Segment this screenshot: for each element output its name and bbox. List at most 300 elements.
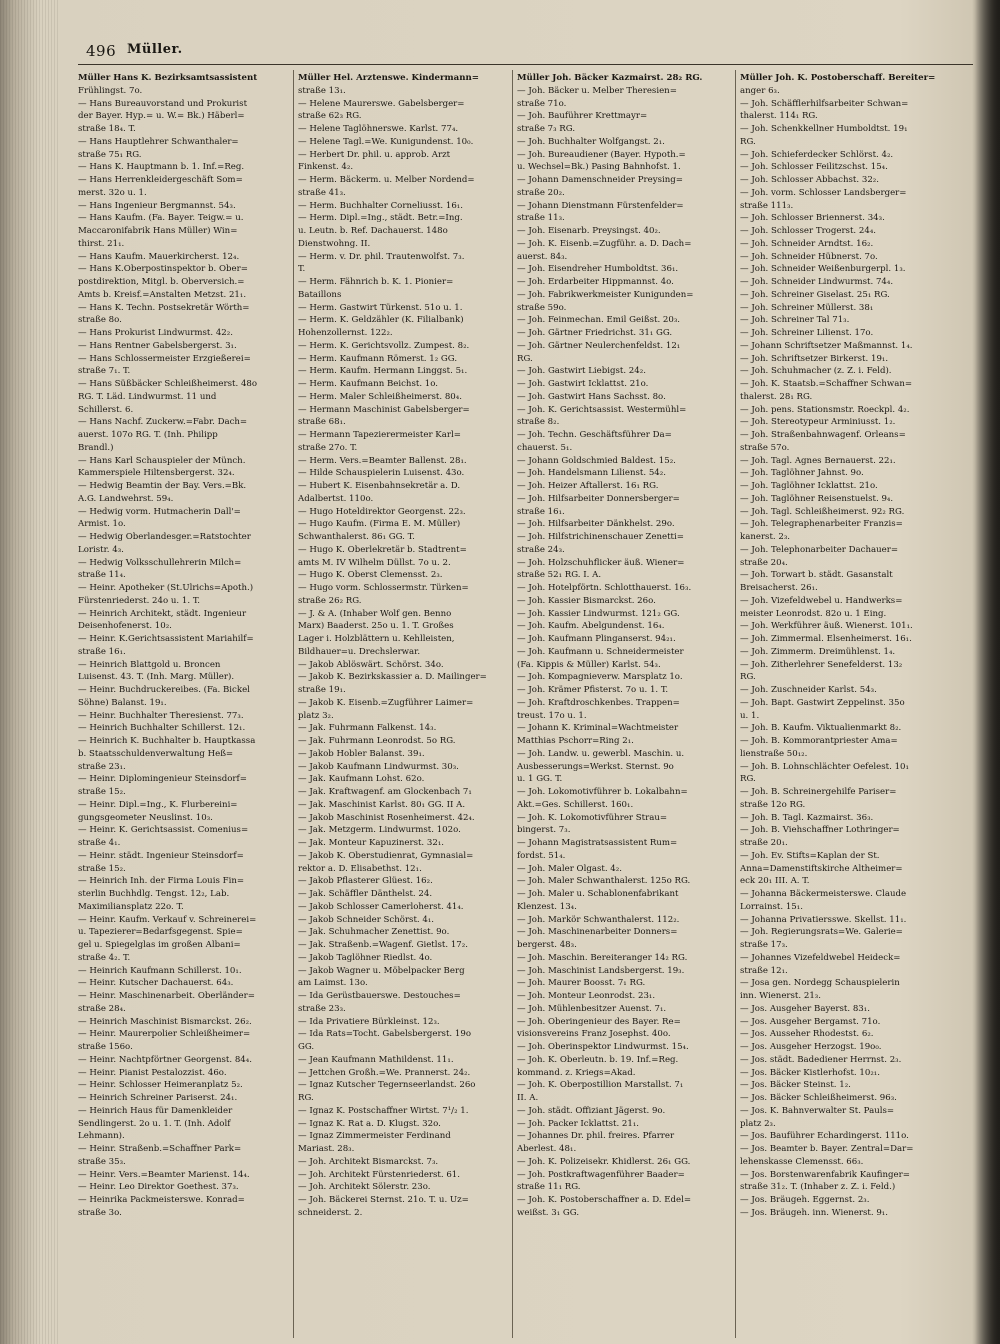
directory-entry-line: — Joh. Landw. u. gewerbl. Maschin. u.	[517, 748, 685, 759]
directory-entry-line: — Joh. Schreiner Müllerst. 38₁	[740, 302, 874, 313]
directory-entry-line: — Ida Gerüstbauerswe. Destouches=	[298, 991, 461, 1001]
directory-entry-line: straße 11₄.	[78, 570, 126, 581]
directory-entry-line: — Hans Schlossermeister Erzgießerei=	[78, 353, 251, 364]
directory-entry-line: — Joh. Bauführer Krettmayr=	[517, 111, 648, 122]
directory-entry-line: straße 16₁.	[78, 646, 126, 657]
directory-entry-line: — Joh. B. Kommorantpriester Ama=	[740, 736, 898, 746]
directory-entry-line: — Hans Karl Schauspieler der Münch.	[78, 455, 246, 466]
directory-entry-line: — Joh. K. Polizeisekr. Khidlerst. 26₁ GG.	[517, 1156, 691, 1167]
directory-entry-line: — Jakob Wagner u. Möbelpacker Berg	[298, 965, 465, 976]
directory-column-1	[78, 72, 290, 1338]
directory-entry-line: — Joh. B. Lohnschlächter Oefelest. 10₁	[740, 761, 909, 772]
directory-entry-line: straße 7₃ RG.	[517, 124, 576, 134]
directory-entry-line: — Joh. Architekt Bismarckst. 7₃.	[298, 1156, 439, 1167]
directory-entry-line: — Heinr. K. Gerichtsassist. Comenius=	[78, 825, 249, 836]
directory-entry-line: — Herm. Gastwirt Türkenst. 51o u. 1.	[298, 302, 463, 313]
directory-entry-line: — Hubert K. Eisenbahnsekretär a. D.	[298, 481, 461, 491]
directory-entry-line: — Joh. Maschin. Bereiteranger 14₂ RG.	[517, 952, 688, 963]
directory-entry-line: — Joh. K. Eisenb.=Zugführ. a. D. Dach=	[517, 238, 692, 249]
directory-entry-line: — Johann Goldschmied Baldest. 15₂.	[517, 455, 676, 466]
directory-entry-line: — Joh. K. Lokomotivführer Strau=	[517, 812, 668, 823]
directory-entry-line: — Jak. Maschinist Karlst. 80₁ GG. II A.	[298, 799, 466, 810]
directory-entry-line: — Joh. K. Oberleutn. b. 19. Inf.=Reg.	[517, 1054, 679, 1065]
directory-entry-line: — Jakob K. Bezirkskassier a. D. Mailinger=	[298, 672, 487, 683]
directory-entry-line: — Hans Kaufm. Mauerkircherst. 12₄.	[78, 251, 240, 262]
directory-entry-line: inn. Wienerst. 21₃.	[740, 991, 821, 1001]
directory-entry-line: — Hans Süßbäcker Schleißheimerst. 48o	[78, 379, 258, 389]
directory-entry-line: — Hans Bureauvorstand und Prokurist	[78, 98, 248, 109]
directory-entry-line: — Jos. Bäcker Kistlerhofst. 10₂₁.	[740, 1067, 880, 1078]
column-divider	[735, 70, 736, 1338]
directory-entry-line: — Hans Ingenieur Bergmannst. 54₃.	[78, 200, 236, 211]
directory-entry-line: — Joh. Regierungsrats=We. Galerie=	[740, 927, 903, 938]
directory-entry-line: — Jos. Bräugeh. inn. Wienerst. 9₁.	[740, 1207, 888, 1218]
directory-entry-line: — Joh. Lokomotivführer b. Lokalbahn=	[517, 787, 688, 797]
directory-entry-line: — Heinrika Packmeisterswe. Konrad=	[78, 1195, 245, 1205]
directory-entry-line: — Joh. Bäcker u. Melber Theresien=	[517, 85, 677, 96]
directory-entry-line: — Jos. Ausseher Rhodestst. 6₂.	[740, 1029, 874, 1040]
directory-entry-line: u. 1 GG. T.	[517, 774, 563, 785]
directory-entry-line: Ausbesserungs=Werkst. Sternst. 9o	[517, 761, 674, 772]
directory-entry-line: — Heinrich K. Buchhalter b. Hauptkassa	[78, 736, 256, 746]
directory-entry-line: — Heinr. Maschinenarbeit. Oberländer=	[78, 991, 255, 1001]
directory-entry-line: — Heinr. Dipl.=Ing., K. Flurbereini=	[78, 799, 238, 810]
directory-entry-line: — Heinr. städt. Ingenieur Steinsdorf=	[78, 850, 244, 861]
directory-entry-line: — Heinr. Leo Direktor Goethest. 37₃.	[78, 1182, 239, 1193]
directory-entry-line: — Hans K. Hauptmann b. 1. Inf.=Reg.	[78, 162, 245, 173]
directory-entry-line: — Joh. Taglöhner Jahnst. 9o.	[740, 468, 864, 479]
directory-entry-line: — Hugo Kaufm. (Firma E. M. Müller)	[298, 519, 461, 530]
directory-entry-line: — Ignaz K. Postschaffner Wirtst. 7¹/₂ 1.	[298, 1105, 469, 1116]
header-rule	[78, 64, 973, 65]
directory-entry-line: Klenzest. 13₄.	[517, 901, 577, 912]
directory-entry-line: — Joh. Zimmerm. Dreimühlenst. 1₄.	[740, 646, 896, 657]
directory-entry-line: — Herm. Vers.=Beamter Ballenst. 28₁.	[298, 455, 467, 466]
directory-entry-line: Mariast. 28₃.	[298, 1144, 355, 1154]
directory-entry-line: A.G. Landwehrst. 59₄.	[78, 493, 174, 504]
directory-entry-line: Deisenhofenerst. 10₂.	[78, 621, 172, 632]
directory-entry-line: — Joh. Hilfsarbeiter Donnersberger=	[517, 493, 680, 504]
directory-entry-line: b. Staatsschuldenverwaltung Heß=	[78, 748, 234, 759]
directory-entry-line: — Heinr. Vers.=Beamter Marienst. 14₄.	[78, 1169, 250, 1180]
directory-entry-line: straße 35₃.	[78, 1156, 126, 1167]
directory-entry-line: straße 8o.	[78, 315, 122, 326]
directory-entry-line: straße 59o.	[517, 302, 567, 313]
directory-entry-line: — Hedwig Beamtin der Bay. Vers.=Bk.	[78, 481, 247, 491]
directory-entry-line: — Joh. K. Postoberschaffner a. D. Edel=	[517, 1195, 692, 1205]
directory-entry-line: — Johanna Bäckermeisterswe. Claude	[740, 889, 907, 899]
directory-entry-line: — Jak. Schäffler Dänthelst. 24.	[298, 889, 433, 899]
directory-entry-line: Akt.=Ges. Schillerst. 160₁.	[517, 799, 634, 810]
page-edge-stack	[0, 0, 60, 1344]
directory-entry-line: gungsgeometer Neuslinst. 10₃.	[78, 812, 213, 823]
directory-entry-line: Loristr. 4₃.	[78, 544, 124, 555]
directory-entry-line: — Hans K. Techn. Postsekretär Wörth=	[78, 302, 250, 313]
directory-entry-line: — Jos. Ausgeher Bergamst. 71o.	[740, 1016, 881, 1027]
directory-entry-line: — Jak. Schuhmacher Zenettist. 9o.	[298, 927, 450, 938]
directory-entry-line: straße 16₁.	[517, 506, 565, 517]
directory-entry-line: straße 17₃.	[740, 940, 788, 950]
directory-entry-line: — Joh. Maurer Boosst. 7₁ RG.	[517, 978, 646, 989]
directory-entry-line: — Herm. Maler Schleißheimerst. 80₄.	[298, 391, 462, 402]
directory-entry-line: — Jos. Bäcker Schleißheimerst. 96₃.	[740, 1093, 897, 1103]
directory-entry-line: Lager i. Holzblättern u. Kehlleisten,	[298, 634, 455, 644]
directory-entry-line: — Joh. Maschinenarbeiter Donners=	[517, 927, 678, 938]
directory-entry-line: auerst. 84₃.	[517, 251, 568, 262]
directory-entry-line: kanerst. 2₃.	[740, 532, 791, 542]
directory-entry-line: — Joh. Techn. Geschäftsführer Da=	[517, 430, 672, 440]
directory-entry-line: chauerst. 5₁.	[517, 442, 573, 453]
directory-entry-line: — Joh. Schieferdecker Schlörst. 4₂.	[740, 149, 894, 160]
directory-entry-line: — Herm. Bäckerm. u. Melber Nordend=	[298, 175, 475, 185]
directory-entry-line: Maximiliansplatz 22o. T.	[78, 901, 184, 912]
directory-entry-line: — Joh. Kaufmann Plinganserst. 94₂₁.	[517, 634, 676, 644]
directory-entry-line: — Jak. Kaufmann Lohst. 62o.	[298, 774, 425, 785]
directory-entry-line: straße 20₁.	[740, 838, 788, 848]
directory-entry-line: der Bayer. Hyp.= u. W.= Bk.) Häberl=	[78, 111, 245, 122]
directory-entry-line: — Heinrich Architekt, städt. Ingenieur	[78, 608, 247, 619]
directory-entry-line: — Helene Maurerswe. Gabelsberger=	[298, 98, 465, 109]
directory-entry-line: — Joh. Schenkkellner Humboldtst. 19₁	[740, 124, 908, 134]
directory-entry-line: — Joh. Maler Olgast. 4₂.	[517, 863, 622, 874]
directory-entry-line: — Jak. Monteur Kapuzinerst. 32₁.	[298, 838, 445, 848]
directory-entry-line: Bildhauer=u. Drechslerwar.	[298, 646, 421, 657]
directory-entry-line: — Joh. Schreiner Giselast. 25₁ RG.	[740, 289, 890, 300]
directory-entry-line: bingerst. 7₃.	[517, 825, 571, 836]
directory-entry-line: straße 57o.	[740, 442, 790, 453]
directory-entry-line: — Herm. Fähnrich b. K. 1. Pionier=	[298, 277, 454, 287]
directory-entry-line: — Hedwig Oberlandesger.=Ratstochter	[78, 532, 251, 542]
directory-entry-line: — Heinr. Apotheker (St.Ulrichs=Apoth.)	[78, 583, 254, 593]
directory-entry-line: amts M. IV Wilhelm Düllst. 7o u. 2.	[298, 557, 451, 568]
directory-entry-line: — Jean Kaufmann Mathildenst. 11₁.	[298, 1054, 454, 1065]
directory-entry-line: straße 4₂. T.	[78, 952, 131, 963]
directory-entry-line: — Joh. Kassier Bismarckst. 26o.	[517, 595, 656, 606]
directory-entry-line: — Joh. Feinmechan. Emil Geißst. 20₃.	[517, 315, 681, 326]
directory-entry-line: — Joh. Schneider Hübnerst. 7o.	[740, 251, 878, 262]
directory-entry-line: — Jakob Kaufmann Lindwurmst. 30₃.	[298, 761, 459, 772]
directory-entry-line: — Joh. K. Staatsb.=Schaffner Schwan=	[740, 379, 913, 389]
directory-entry-line: Brandl.)	[78, 442, 114, 453]
directory-entry-line: — Jos. städt. Badediener Herrnst. 2₃.	[740, 1054, 902, 1065]
directory-entry-line: — Hans Rentner Gabelsbergerst. 3₁.	[78, 340, 237, 351]
directory-entry-line: Kammerspiele Hiltensbergerst. 32₄.	[78, 468, 235, 479]
directory-entry-line: — Joh. Erdarbeiter Hippmannst. 4o.	[517, 277, 674, 287]
directory-entry-line: straße 20₂.	[517, 187, 565, 198]
directory-entry-line: — Heinr. Diplomingenieur Steinsdorf=	[78, 774, 247, 785]
directory-entry-line: — Joh. vorm. Schlosser Landsberger=	[740, 187, 907, 198]
directory-entry-line: — Jakob Schneider Schörst. 4₁.	[298, 914, 435, 925]
directory-entry-line: — Joh. Zimmermal. Elsenheimerst. 16₁.	[740, 634, 912, 644]
directory-entry-line: — Heinr. K.Gerichtsassistent Mariahilf=	[78, 634, 254, 644]
directory-entry-line: — Jos. Borstenwarenfabrik Kaufinger=	[740, 1169, 910, 1180]
directory-entry-line: — Jak. Kraftwagenf. am Glockenbach 7₁	[298, 787, 472, 797]
directory-entry-line: — Joh. B. Viehschaffner Lothringer=	[740, 825, 900, 836]
directory-entry-line: — Helene Tagl.=We. Kunigundenst. 10₀.	[298, 136, 474, 147]
directory-entry-line: RG.	[740, 774, 756, 785]
directory-entry-line: — Hans Hauptlehrer Schwanthaler=	[78, 136, 239, 147]
directory-entry-line: straße 62₃ RG.	[298, 111, 362, 122]
directory-entry-line: — Joh. Schreiner Lilienst. 17o.	[740, 328, 874, 338]
directory-entry-line: — Joh. Architekt Sölerstr. 23o.	[298, 1182, 431, 1193]
directory-entry-line: kommand. z. Kriegs=Akad.	[517, 1067, 636, 1078]
directory-entry-line: — Hedwig Volksschullehrerin Milch=	[78, 557, 242, 568]
directory-entry-line: — Joh. Werkführer äuß. Wienerst. 101₁.	[740, 621, 913, 632]
directory-entry-line: — Joh. K. Oberpostillion Marstallst. 7₁	[517, 1080, 684, 1091]
directory-entry-line: straße 111₃.	[740, 200, 794, 211]
directory-entry-line: — Joh. Zitherlehrer Senefelderst. 13₂	[740, 659, 903, 670]
directory-entry-line: — Johanna Privatiersswe. Skellst. 11₁.	[740, 914, 907, 925]
directory-entry-line: — Jos. Ausgeher Bayerst. 83₁.	[740, 1003, 870, 1014]
directory-entry-line: — Joh. Hotelpförtn. Schlotthauerst. 16₃.	[517, 583, 692, 593]
directory-entry-line: — Jakob Schlosser Camerloherst. 41₄.	[298, 901, 464, 912]
directory-entry-line: — Jakob K. Oberstudienrat, Gymnasial=	[298, 850, 474, 861]
directory-entry-line: Matthias Pschorr=Ring 2₁.	[517, 736, 634, 746]
directory-entry-line: meister Leonrodst. 82o u. 1 Eing.	[740, 608, 887, 619]
directory-entry-line: — Hans Kaufm. (Fa. Bayer. Teigw.= u.	[78, 213, 244, 224]
directory-entry-line: — Joh. Torwart b. städt. Gasanstalt	[740, 570, 893, 581]
page-number: 496	[86, 42, 117, 60]
directory-entry-line: Anna=Damenstiftskirche Altheimer=	[740, 863, 903, 874]
directory-entry-line: — Hans K.Oberpostinspektor b. Ober=	[78, 264, 248, 275]
directory-entry-line: — Joh. Mühlenbesitzer Auenst. 7₁.	[517, 1003, 667, 1014]
directory-entry-line: — Joh. Krämer Pfisterst. 7o u. 1. T.	[517, 685, 669, 695]
directory-entry-line: rektor a. D. Elisabethst. 12₁.	[298, 863, 422, 874]
column-divider	[512, 70, 513, 1338]
directory-entry-line: — Hans Nachf. Zuckerw.=Fabr. Dach=	[78, 417, 248, 428]
directory-entry-line: — Heinr. Buchhalter Theresienst. 77₃.	[78, 710, 244, 721]
directory-entry-line: — Joh. Schriftsetzer Birkerst. 19₁.	[740, 353, 889, 364]
directory-entry-line: gel u. Spiegelglas im großen Albani=	[78, 940, 241, 950]
directory-entry-line: — Ignaz Kutscher Tegernseerlandst. 26o	[298, 1080, 476, 1091]
directory-entry-line: — Johannes Vizefeldwebel Heideck=	[740, 952, 901, 963]
directory-entry-line: — Heinr. Buchdruckereibes. (Fa. Bickel	[78, 685, 250, 695]
directory-entry-line: — Herm. K. Geldzähler (K. Filialbank)	[298, 315, 464, 326]
directory-entry-line: — Johannes Dr. phil. freires. Pfarrer	[517, 1131, 675, 1142]
directory-entry-line: RG. T. Läd. Lindwurmst. 11 und	[78, 391, 217, 402]
directory-entry-line: — Herm. v. Dr. phil. Trautenwolfst. 7₃.	[298, 251, 465, 262]
directory-entry-line: Müller Joh. Bäcker Kazmairst. 28₂ RG.	[517, 73, 703, 83]
directory-entry-line: — Joh. Schlosser Briennerst. 34₃.	[740, 213, 885, 224]
gutter-shadow	[972, 0, 1000, 1344]
directory-entry-line: schneiderst. 2.	[298, 1207, 363, 1218]
directory-entry-line: — Heinrich Kaufmann Schillerst. 10₁.	[78, 965, 242, 976]
directory-entry-line: — Johann Magistratsassistent Rum=	[517, 838, 678, 848]
directory-entry-line: — Jakob Taglöhner Riedlst. 4o.	[298, 952, 433, 963]
directory-entry-line: — Joh. Maler Schwanthalerst. 125o RG.	[517, 876, 691, 887]
directory-entry-line: fordst. 51₄.	[517, 850, 566, 861]
directory-entry-line: — Heinrich Schreiner Pariserst. 24₁.	[78, 1093, 238, 1103]
directory-entry-line: — Joh. Eisendreher Humboldtst. 36₁.	[517, 264, 679, 275]
directory-entry-line: — Joh. Bapt. Gastwirt Zeppelinst. 35o	[740, 697, 905, 708]
directory-entry-line: — Herm. K. Gerichtsvollz. Zumpest. 8₂.	[298, 340, 470, 351]
directory-entry-line: Lorrainst. 15₁.	[740, 901, 803, 912]
directory-entry-line: straße 13₁.	[298, 85, 346, 96]
directory-entry-line: — Joh. Oberinspektor Lindwurmst. 15₄.	[517, 1042, 689, 1052]
directory-entry-line: — Joh. Gärtner Neulerchenfeldst. 12₁	[517, 340, 681, 351]
directory-entry-line: — Hermann Maschinist Gabelsberger=	[298, 404, 470, 415]
directory-entry-line: — Joh. Buchhalter Wolfgangst. 2₁.	[517, 136, 665, 147]
directory-entry-line: am Laimst. 13o.	[298, 978, 368, 989]
directory-entry-line: — J. & A. (Inhaber Wolf gen. Benno	[298, 608, 452, 619]
directory-entry-line: — Johann Dienstmann Fürstenfelder=	[517, 200, 684, 211]
directory-entry-line: — Joh. Monteur Leonrodst. 23₁.	[517, 991, 656, 1001]
directory-entry-line: — Heinr. Straßenb.=Schaffner Park=	[78, 1144, 242, 1154]
directory-entry-line: — Joh. Kraftdroschkenbes. Trappen=	[517, 697, 680, 708]
directory-entry-line: platz 3₂.	[298, 710, 334, 721]
directory-entry-line: straße 4₁.	[78, 838, 121, 848]
directory-entry-line: Armist. 1o.	[78, 519, 126, 530]
directory-entry-line: — Joh. Schneider Arndtst. 16₂.	[740, 238, 874, 249]
directory-entry-line: — Helene Taglöhnerswe. Karlst. 77₄.	[298, 124, 459, 134]
directory-entry-line: — Joh. Schneider Lindwurmst. 74₄.	[740, 277, 894, 287]
directory-entry-line: (Fa. Kippis & Müller) Karlst. 54₃.	[517, 659, 661, 670]
directory-entry-line: postdirektion, Mitgl. b. Oberversich.=	[78, 277, 245, 287]
directory-entry-line: lienstraße 50₁₂.	[740, 748, 808, 759]
directory-entry-line: RG.	[740, 672, 756, 683]
directory-entry-line: Luisenst. 43. T. (Inh. Marg. Müller).	[78, 672, 235, 683]
directory-entry-line: — Hugo Hoteldirektor Georgenst. 22₃.	[298, 506, 466, 517]
directory-entry-line: — Ida Privatiere Bürkleinst. 12₃.	[298, 1016, 440, 1027]
directory-entry-line: — Joh. Heizer Aftallerst. 16₁ RG.	[517, 481, 659, 491]
directory-entry-line: — Joh. Kompagnieverw. Marsplatz 1o.	[517, 672, 683, 683]
directory-entry-line: Frühlingst. 7o.	[78, 85, 143, 96]
directory-entry-line: — Jos. K. Bahnverwalter St. Pauls=	[740, 1105, 895, 1116]
directory-entry-line: — Joh. Zuschneider Karlst. 54₃.	[740, 685, 877, 695]
directory-entry-line: — Jak. Fuhrmann Leonrodst. 5o RG.	[298, 736, 456, 746]
directory-entry-line: straße 23₃.	[298, 1003, 346, 1014]
directory-entry-line: straße 156o.	[78, 1042, 133, 1052]
directory-column-2	[298, 72, 510, 1338]
directory-entry-line: Dienstwohng. II.	[298, 238, 371, 249]
directory-entry-line: Lehmann).	[78, 1131, 125, 1142]
directory-entry-line: — Joh. Markör Schwanthalerst. 112₂.	[517, 914, 680, 925]
directory-entry-line: — Joh. städt. Offiziant Jägerst. 9o.	[517, 1105, 666, 1116]
directory-entry-line: — Heinrich Inh. der Firma Louis Fin=	[78, 876, 245, 887]
directory-entry-line: Breisacherst. 26₁.	[740, 583, 818, 593]
directory-entry-line: — Joh. Fabrikwerkmeister Kunigunden=	[517, 289, 694, 300]
directory-entry-line: — Joh. K. Gerichtsassist. Westermühl=	[517, 404, 687, 415]
directory-entry-line: — Heinrich Buchhalter Schillerst. 12₁.	[78, 723, 246, 734]
directory-entry-line: sterlin Buchhdlg. Tengst. 12₂, Lab.	[78, 889, 230, 899]
directory-entry-line: — Joh. Postkraftwagenführer Baader=	[517, 1169, 685, 1180]
directory-entry-line: — Hugo K. Oberlekretär b. Stadtrent=	[298, 544, 467, 555]
directory-entry-line: — Heinr. Kutscher Dachauerst. 64₃.	[78, 978, 234, 989]
directory-entry-line: — Joh. Packer Icklattst. 21₁.	[517, 1118, 640, 1129]
directory-entry-line: — Joh. Maler u. Schablonenfabrikant	[517, 889, 679, 899]
directory-entry-line: treust. 17o u. 1.	[517, 710, 587, 721]
directory-entry-line: u. 1.	[740, 710, 760, 721]
directory-entry-line: straße 3o.	[78, 1207, 122, 1218]
directory-entry-line: u. Wechsel=Bk.) Pasing Bahnhofst. 1.	[517, 162, 681, 173]
directory-entry-line: — Joh. Schuhmacher (z. Z. i. Feld).	[740, 366, 892, 377]
directory-entry-line: — Herm. Buchhalter Corneliusst. 16₁.	[298, 200, 463, 211]
directory-entry-line: thirst. 21₁.	[78, 238, 125, 249]
directory-entry-line: straße 12₁.	[740, 965, 788, 976]
directory-entry-line: — Joh. B. Kaufm. Viktualienmarkt 8₂.	[740, 723, 902, 734]
directory-entry-line: straße 26₂ RG.	[298, 595, 362, 606]
directory-entry-line: — Joh. Gastwirt Hans Sachsst. 8o.	[517, 391, 666, 402]
directory-entry-line: — Josa gen. Nordegg Schauspielerin	[740, 978, 900, 989]
directory-entry-line: — Jos. Bauführer Echardingerst. 111o.	[740, 1131, 909, 1142]
directory-entry-line: platz 2₃.	[740, 1118, 776, 1129]
directory-entry-line: — Jak. Straßenb.=Wagenf. Gietlst. 17₂.	[298, 940, 468, 950]
directory-entry-line: — Heinr. Pianist Pestalozzist. 46o.	[78, 1067, 227, 1078]
directory-entry-line: — Joh. Gärtner Friedrichst. 31₁ GG.	[517, 328, 673, 338]
directory-entry-line: Schwanthalerst. 86₁ GG. T.	[298, 532, 415, 542]
directory-entry-line: — Joh. Gastwirt Icklattst. 21o.	[517, 379, 649, 389]
running-head: Müller.	[127, 42, 183, 57]
directory-entry-line: — Joh. Hilfsarbeiter Dänkhelst. 29o.	[517, 519, 675, 530]
directory-entry-line: straße 8₂.	[517, 417, 560, 428]
directory-entry-line: straße 11₁ RG.	[517, 1182, 581, 1193]
directory-entry-line: — Herm. Kaufmann Beichst. 1o.	[298, 379, 439, 389]
directory-entry-line: — Joh. Telegraphenarbeiter Franzis=	[740, 519, 903, 530]
directory-entry-line: — Joh. B. Tagl. Kazmairst. 36₃.	[740, 812, 874, 823]
directory-entry-line: — Joh. Oberingenieur des Bayer. Re=	[517, 1016, 681, 1027]
directory-entry-line: visionsvereins Franz Josephst. 40o.	[517, 1029, 671, 1040]
directory-entry-line: Müller Hel. Arztenswe. Kindermann=	[298, 73, 479, 83]
directory-entry-line: — Heinr. Schlosser Heimeranplatz 5₂.	[78, 1080, 243, 1091]
directory-entry-line: — Heinr. Maurerpolier Schleißheimer=	[78, 1029, 251, 1040]
directory-entry-line: — Joh. Schlosser Feilitzschst. 15₄.	[740, 162, 888, 173]
column-divider	[293, 70, 294, 1338]
directory-entry-line: straße 75₁ RG.	[78, 149, 142, 160]
directory-entry-line: — Joh. Taglöhner Icklattst. 21o.	[740, 481, 878, 491]
directory-entry-line: straße 18₄. T.	[78, 124, 136, 134]
directory-entry-line: — Jakob Ablöswärt. Schörst. 34o.	[298, 659, 444, 670]
directory-entry-line: — Joh. Maschinist Landsbergerst. 19₃.	[517, 965, 685, 976]
directory-entry-line: — Heinr. Nachtpförtner Georgenst. 84₄.	[78, 1054, 252, 1065]
directory-entry-line: II. A.	[517, 1093, 539, 1103]
directory-entry-line: — Heinr. Kaufm. Verkauf v. Schreinerei=	[78, 914, 257, 925]
directory-entry-line: merst. 32o u. 1.	[78, 187, 147, 198]
directory-entry-line: — Jos. Beamter b. Bayer. Zentral=Dar=	[740, 1144, 914, 1154]
directory-entry-line: — Herbert Dr. phil. u. approb. Arzt	[298, 149, 451, 160]
directory-entry-line: straße 71o.	[517, 98, 567, 109]
directory-entry-line: — Jakob Hobler Balanst. 39₁.	[298, 748, 425, 759]
directory-entry-line: straße 41₃.	[298, 187, 346, 198]
directory-entry-line: — Joh. Bäckerei Sternst. 21o. T. u. Uz=	[298, 1195, 469, 1205]
directory-entry-line: Amts b. Kreisf.=Anstalten Metzst. 21₁.	[78, 289, 247, 300]
directory-entry-line: — Heinrich Haus für Damenkleider	[78, 1105, 233, 1116]
directory-entry-line: — Joh. pens. Stationsmstr. Roeckpl. 4₂.	[740, 404, 910, 415]
directory-entry-line: — Hermann Tapezierermeister Karl=	[298, 430, 461, 440]
directory-entry-line: — Joh. Kassier Lindwurmst. 121₂ GG.	[517, 608, 680, 619]
directory-entry-line: straße 31₂. T. (Inhaber z. Z. i. Feld.)	[740, 1182, 896, 1193]
directory-entry-line: bergerst. 48₃.	[517, 940, 577, 950]
directory-entry-line: straße 23₁.	[78, 761, 126, 772]
directory-entry-line: straße 12o RG.	[740, 799, 806, 810]
directory-entry-line: Aberlest. 48₁.	[517, 1144, 577, 1154]
directory-entry-line: — Jak. Fuhrmann Falkenst. 14₃.	[298, 723, 437, 734]
directory-entry-line: Adalbertst. 110o.	[298, 493, 374, 504]
directory-entry-line: — Joh. B. Schreinergehilfe Pariser=	[740, 787, 897, 797]
directory-entry-line: — Joh. Eisenarb. Preysingst. 40₂.	[517, 226, 661, 236]
directory-entry-line: — Hugo K. Oberst Clemensst. 2₃.	[298, 570, 443, 581]
directory-entry-line: — Jos. Bäcker Steinst. 1₂.	[740, 1080, 851, 1091]
directory-entry-line: — Joh. Stereotypeur Arminiusst. 1₂.	[740, 417, 896, 428]
directory-entry-line: straße 7₁. T.	[78, 366, 131, 377]
directory-entry-line: thalerst. 28₁ RG.	[740, 391, 813, 402]
directory-entry-line: — Heinrich Maschinist Bismarckst. 26₂.	[78, 1016, 252, 1027]
directory-entry-line: — Joh. Architekt Fürstenriederst. 61.	[298, 1169, 461, 1180]
directory-entry-line: — Jos. Bräugeh. Eggernst. 2₃.	[740, 1195, 870, 1205]
directory-entry-line: — Joh. Telephonarbeiter Dachauer=	[740, 544, 899, 555]
directory-entry-line: — Hedwig vorm. Hutmacherin Dall'=	[78, 506, 241, 517]
directory-entry-line: — Joh. Kaufm. Abelgundenst. 16₄.	[517, 621, 665, 632]
directory-entry-line: — Hans Prokurist Lindwurmst. 42₂.	[78, 328, 233, 338]
